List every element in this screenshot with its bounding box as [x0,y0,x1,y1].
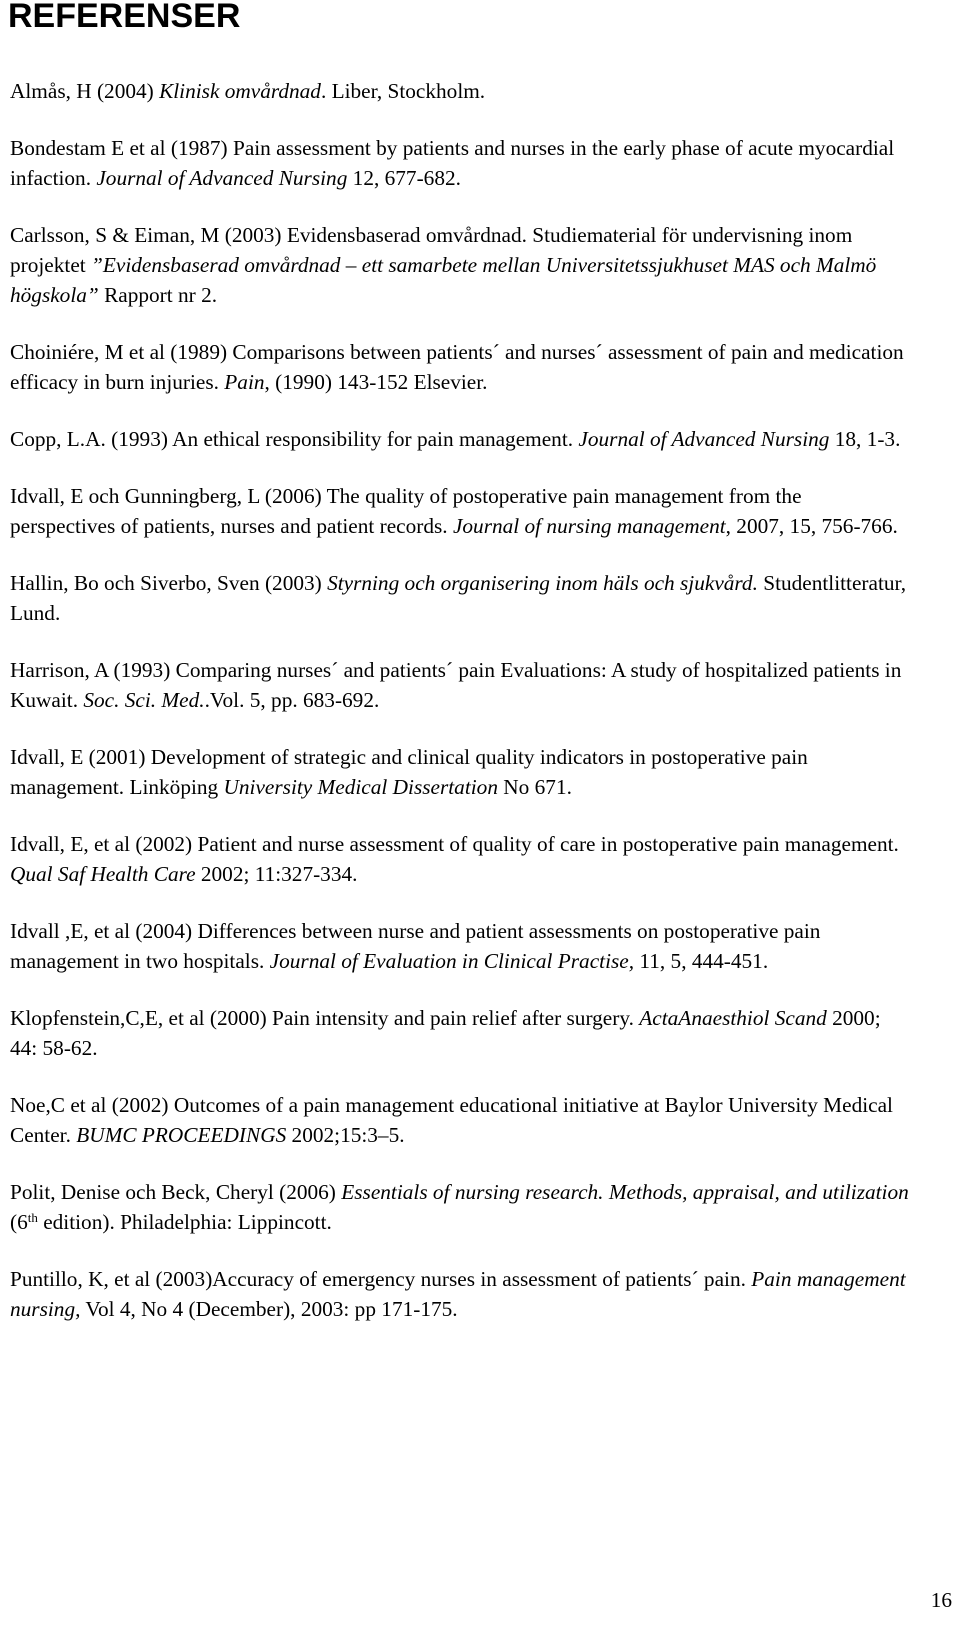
reference-text: , (1990) 143-152 Elsevier. [264,370,488,394]
reference-text: Puntillo, K, et al (2003)Accuracy of emergency nurses in assessment of patients´ pain. [10,1267,752,1291]
reference-entry [10,76,910,106]
reference-entry [10,424,910,454]
reference-entry [10,220,910,310]
reference-text: edition). Philadelphia: Lippincott. [37,1210,332,1234]
reference-text: 12, 677-682. [347,166,461,190]
italic-text: University Medical Dissertation [223,775,498,799]
italic-text: Journal of Advanced Nursing [96,166,348,190]
reference-entry [10,1090,910,1150]
reference-text: 2000; 44: 58-62. [10,1006,881,1060]
reference-text: Idvall, E, et al (2002) Patient and nurse assessment of quality of care in postoperative pain management. [10,832,899,856]
reference-text: Vol 4, No 4 (December), 2003: pp 171-175. [80,1297,458,1321]
reference-text: Rapport nr 2. [98,283,218,307]
italic-text: Pain management nursing, [10,1267,906,1321]
reference-text: 11, 5, 444-451. [634,949,769,973]
reference-text: Idvall, E och Gunningberg, L (2006) The quality of postoperative pain management from the perspectives of patients, nurses and patient records. [10,484,802,538]
reference-text: Hallin, Bo och Siverbo, Sven (2003) [10,571,328,595]
italic-text: Pain [224,370,265,394]
italic-text: BUMC PROCEEDINGS [76,1123,287,1147]
reference-text: Choiniére, M et al (1989) Comparisons between patients´ and nurses´ assessment of pain and medication efficacy in burn injuries. [10,340,904,394]
italic-text: ”Evidensbaserad omvårdnad – ett samarbete mellan Universitetssjukhuset MAS och Malmö högskola” [10,253,877,307]
italic-text: Qual Saf Health Care [10,862,196,886]
reference-text: Harrison, A (1993) Comparing nurses´ and patients´ pain Evaluations: A study of hospitalized patients in Kuwait. [10,658,902,712]
reference-entry [10,742,910,802]
reference-entry [10,337,910,397]
reference-text: Bondestam E et al (1987) Pain assessment by patients and nurses in the early phase of acute myocardial infaction. [10,136,895,190]
superscript-text: th [27,1210,38,1225]
reference-entry [10,655,910,715]
reference-text: Idvall, E (2001) Development of strategic and clinical quality indicators in postoperative pain management. Linköping [10,745,808,799]
reference-text: .Vol. 5, pp. 683-692. [204,688,380,712]
page-heading: REFERENSER [8,0,241,35]
reference-entry [10,1264,910,1324]
reference-text: Studentlitteratur, Lund. [10,571,907,625]
reference-text: 2002;15:3–5. [286,1123,405,1147]
reference-text: Idvall ,E, et al (2004) Differences between nurse and patient assessments on postoperative pain management in two hospitals. [10,919,821,973]
reference-entry [10,481,910,541]
reference-text: 2002; 11:327-334. [195,862,358,886]
reference-text: No 671. [497,775,572,799]
italic-text: Soc. Sci. Med. [83,688,205,712]
reference-text: Polit, Denise och Beck, Cheryl (2006) [10,1180,342,1204]
italic-text: Journal of nursing management [452,514,726,538]
reference-text: Almås, H (2004) [10,79,160,103]
reference-text: (6 [10,1210,28,1234]
reference-entry [10,133,910,193]
reference-text: , 2007, 15, 756-766. [725,514,898,538]
italic-text: ActaAnaesthiol Scand [639,1006,827,1030]
italic-text: Journal of Advanced Nursing [578,427,830,451]
reference-text: 18, 1-3. [829,427,901,451]
reference-entry [10,829,910,889]
reference-text: Carlsson, S & Eiman, M (2003) Evidensbaserad omvårdnad. Studiematerial för undervisning inom projektet [10,223,853,277]
reference-entry [10,916,910,976]
reference-entry [10,568,910,628]
italic-text: Essentials of nursing research. Methods, appraisal, and utilization [341,1180,909,1204]
reference-entry [10,1003,910,1063]
page-number: 16 [930,1588,952,1612]
reference-text: . Liber, Stockholm. [320,79,486,103]
italic-text: Journal of Evaluation in Clinical Practise, [269,949,635,973]
reference-text: Noe,C et al (2002) Outcomes of a pain management educational initiative at Baylor University Medical Center. [10,1093,893,1147]
italic-text: Klinisk omvårdnad [159,79,321,103]
reference-entry [10,1177,910,1237]
reference-list [10,76,910,1351]
italic-text: Styrning och organisering inom häls och sjukvård. [327,571,758,595]
reference-text: Copp, L.A. (1993) An ethical responsibility for pain management. [10,427,579,451]
reference-text: Klopfenstein,C,E, et al (2000) Pain intensity and pain relief after surgery. [10,1006,640,1030]
